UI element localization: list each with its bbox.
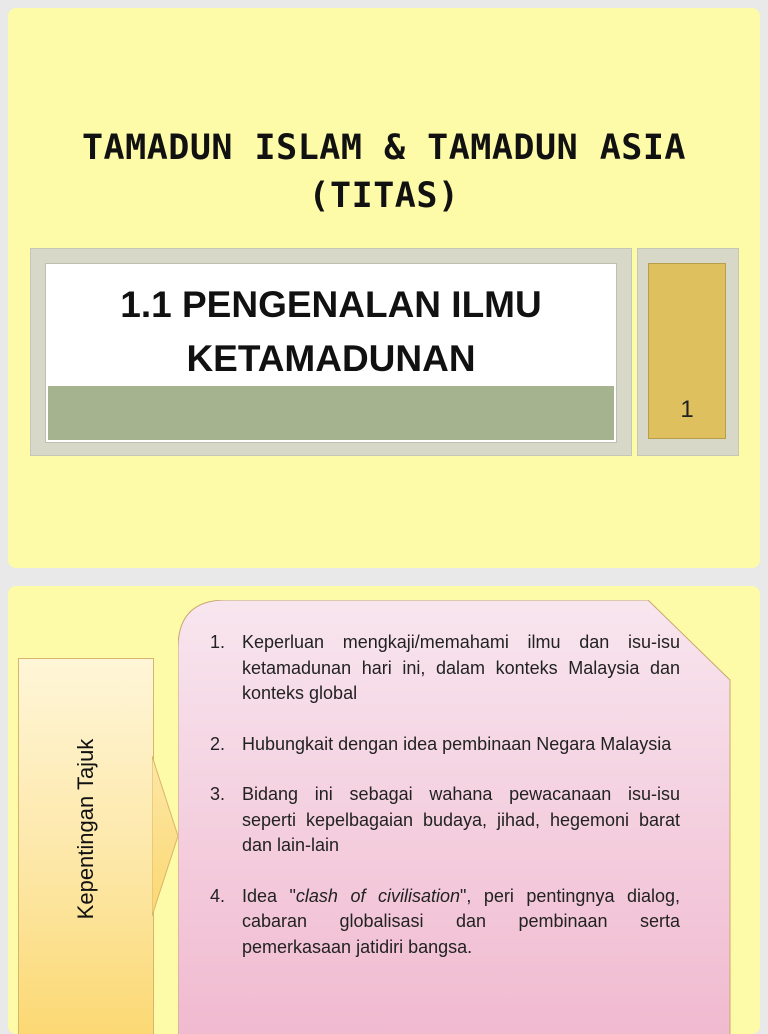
section-title <box>46 278 616 386</box>
list-item <box>210 732 680 758</box>
slide-number-frame <box>637 248 739 456</box>
list-item-text: Idea " <box>242 885 296 906</box>
section-title-line1: 1.1 PENGENALAN ILMU <box>120 284 542 325</box>
list-item-text: Hubungkait dengan idea pembinaan Negara Malaysia <box>242 733 672 754</box>
side-label: Kepentingan Tajuk <box>73 738 98 920</box>
list-item-text: Bidang ini sebagai wahana pewacanaan isu-isu seperti kepelbagaian budaya, jihad, hegemoni barat dan lain-lain <box>242 784 680 855</box>
slide-number: 1 <box>680 396 694 423</box>
section-title-box <box>45 263 617 443</box>
list-item-number: 1. <box>210 632 226 652</box>
list-item <box>210 884 680 961</box>
list-item-text: ", peri pentingnya dialog, cabaran globalisasi dan pembinaan serta pemerkasaan jatidiri bangsa. <box>242 885 680 957</box>
list-item-number: 3. <box>210 784 226 804</box>
title-slide <box>8 8 760 568</box>
importance-list <box>210 630 680 985</box>
list-item <box>210 782 680 859</box>
list-item-number: 2. <box>210 733 226 754</box>
deck-title-line1: TAMADUN ISLAM & TAMADUN ASIA <box>81 128 686 168</box>
slide-number-box <box>648 263 726 439</box>
list-item-text: clash of civilisation <box>295 885 460 906</box>
list-item-number: 4. <box>210 885 226 906</box>
deck-title-line2: (TITAS) <box>308 176 460 216</box>
section-title-line2: KETAMADUNAN <box>186 338 476 379</box>
list-item-text: Keperluan mengkaji/memahami ilmu dan isu-isu ketamadunan hari ini, dalam konteks Malaysia dan konteks global <box>242 632 680 703</box>
side-label-box <box>18 658 154 1034</box>
content-slide <box>8 586 760 1034</box>
list-item <box>210 630 680 707</box>
section-title-frame <box>30 248 632 456</box>
section-title-band <box>48 386 614 440</box>
deck-title <box>8 124 760 220</box>
